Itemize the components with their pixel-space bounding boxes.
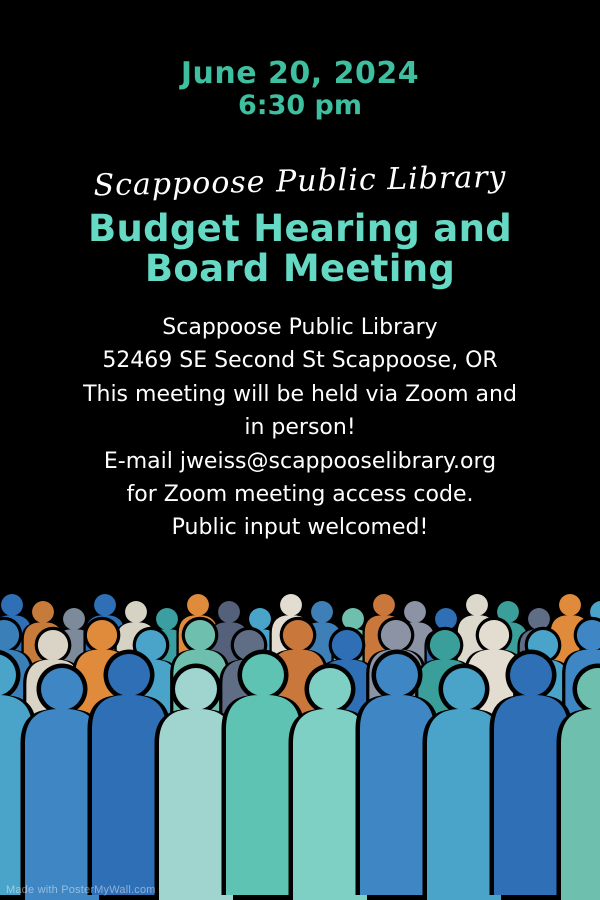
crowd-svg — [0, 580, 600, 900]
detail-line: 52469 SE Second St Scappoose, OR — [102, 348, 498, 374]
organization-script-title: Scappoose Public Library — [93, 159, 507, 204]
watermark-text: Made with PosterMyWall.com — [6, 884, 156, 896]
crowd-illustration — [0, 580, 600, 900]
detail-line: Public input welcomed! — [171, 515, 429, 541]
detail-line: in person! — [244, 415, 356, 441]
detail-line: Scappoose Public Library — [162, 314, 438, 340]
detail-line-email: E-mail jweiss@scappooselibrary.org — [103, 448, 497, 474]
event-time: 6:30 pm — [237, 89, 363, 121]
headline-line-2: Board Meeting — [144, 246, 456, 290]
detail-line: This meeting will be held via Zoom and — [83, 381, 517, 407]
detail-line: for Zoom meeting access code. — [126, 481, 474, 507]
poster-headline — [0, 206, 600, 290]
event-date: June 20, 2024 — [180, 56, 420, 91]
headline-line-1: Budget Hearing and — [87, 206, 513, 250]
event-details — [0, 311, 600, 545]
